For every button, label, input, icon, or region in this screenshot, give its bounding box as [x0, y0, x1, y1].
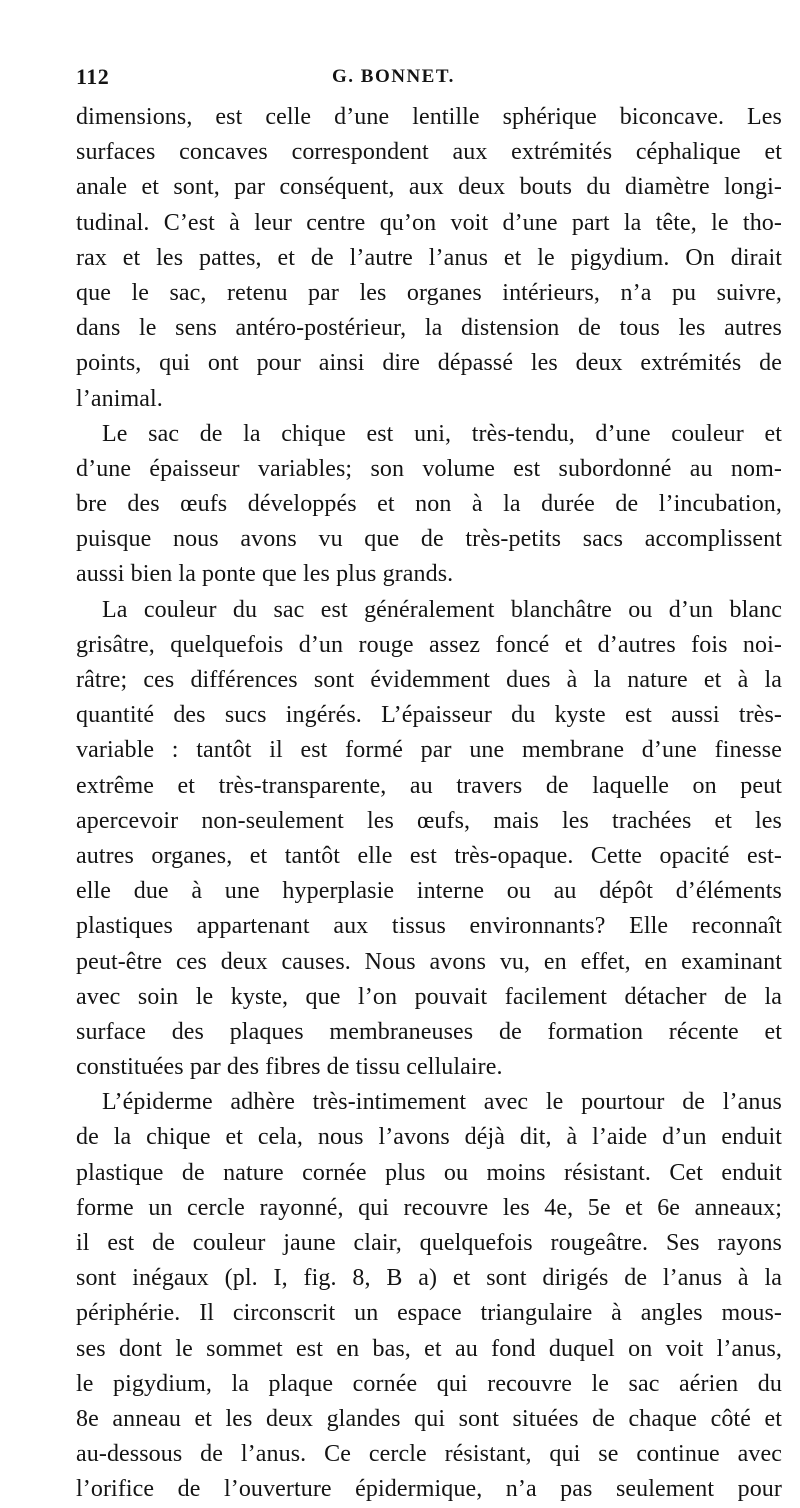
- body-text: [76, 100, 782, 1508]
- text-line: surfaces concaves correspondent aux extrémités céphalique et: [76, 139, 782, 166]
- text-line: grisâtre, quelquefois d’un rouge assez foncé et d’autres fois noi-: [76, 631, 782, 658]
- text-line: quantité des sucs ingérés. L’épaisseur du kyste est aussi très-: [76, 702, 782, 729]
- text-line: l’animal.: [76, 385, 163, 412]
- paragraph-first-line: L’épiderme adhère très-intimement avec le pourtour de l’anus: [102, 1089, 782, 1116]
- text-line: râtre; ces différences sont évidemment dues à la nature et à la: [76, 667, 782, 693]
- text-line: rax et les pattes, et de l’autre l’anus et le pigydium. On dirait: [76, 244, 782, 271]
- text-line: aussi bien la ponte que les plus grands.: [76, 561, 454, 588]
- text-line: bre des œufs développés et non à la durée de l’incubation,: [76, 491, 782, 518]
- running-head: G. BONNET.: [332, 66, 455, 87]
- text-line: peut-être ces deux causes. Nous avons vu, en effet, en examinant: [76, 948, 782, 975]
- text-line: le pigydium, la plaque cornée qui recouvre le sac aérien du: [76, 1370, 782, 1397]
- text-line: plastiques appartenant aux tissus environnants? Elle reconnaît: [76, 913, 782, 940]
- page-header: [76, 62, 782, 92]
- text-line: plastique de nature cornée plus ou moins résistant. Cet enduit: [76, 1159, 782, 1186]
- text-line: autres organes, et tantôt elle est très-opaque. Cette opacité est-: [76, 842, 782, 869]
- text-line: variable : tantôt il est formé par une membrane d’une finesse: [76, 737, 782, 764]
- text-line: dimensions, est celle d’une lentille sphérique biconcave. Les: [76, 104, 782, 130]
- text-line: 8e anneau et les deux glandes qui sont situées de chaque côté et: [76, 1405, 782, 1432]
- text-line: extrême et très-transparente, au travers de laquelle on peut: [76, 772, 782, 799]
- text-line: puisque nous avons vu que de très-petits sacs accomplissent: [76, 526, 782, 553]
- text-line: apercevoir non-seulement les œufs, mais les trachées et les: [76, 807, 782, 834]
- page-number: 112: [76, 64, 110, 89]
- text-line: elle due à une hyperplasie interne ou au dépôt d’éléments: [76, 878, 782, 905]
- text-line: au-dessous de l’anus. Ce cercle résistant, qui se continue avec: [76, 1441, 782, 1468]
- text-line: avec soin le kyste, que l’on pouvait facilement détacher de la: [76, 983, 782, 1010]
- text-line: périphérie. Il circonscrit un espace triangulaire à angles mous-: [76, 1300, 782, 1327]
- paragraph-first-line: Le sac de la chique est uni, très-tendu, d’une couleur et: [102, 420, 782, 447]
- text-line: tudinal. C’est à leur centre qu’on voit d’une part la tête, le tho-: [76, 209, 782, 236]
- text-line: forme un cercle rayonné, qui recouvre les 4e, 5e et 6e anneaux;: [76, 1194, 782, 1221]
- text-line: ses dont le sommet est en bas, et au fond duquel on voit l’anus,: [76, 1335, 782, 1362]
- text-line: points, qui ont pour ainsi dire dépassé les deux extrémités de: [76, 350, 782, 377]
- text-line: l’orifice de l’ouverture épidermique, n’a pas seulement pour: [76, 1476, 782, 1503]
- text-line: surface des plaques membraneuses de formation récente et: [76, 1018, 782, 1045]
- text-line: que le sac, retenu par les organes intérieurs, n’a pu suivre,: [76, 279, 782, 306]
- text-line: il est de couleur jaune clair, quelquefois rougeâtre. Ses rayons: [76, 1230, 782, 1256]
- text-line: dans le sens antéro-postérieur, la distension de tous les autres: [76, 315, 782, 342]
- text-line: d’une épaisseur variables; son volume est subordonné au nom-: [76, 455, 782, 482]
- paragraph-first-line: La couleur du sac est généralement blanchâtre ou d’un blanc: [102, 596, 782, 623]
- text-line: anale et sont, par conséquent, aux deux bouts du diamètre longi-: [76, 174, 782, 201]
- text-line: de la chique et cela, nous l’avons déjà dit, à l’aide d’un enduit: [76, 1124, 782, 1151]
- text-line: sont inégaux (pl. I, fig. 8, B a) et sont dirigés de l’anus à la: [76, 1265, 782, 1292]
- text-line: constituées par des fibres de tissu cellulaire.: [76, 1054, 503, 1081]
